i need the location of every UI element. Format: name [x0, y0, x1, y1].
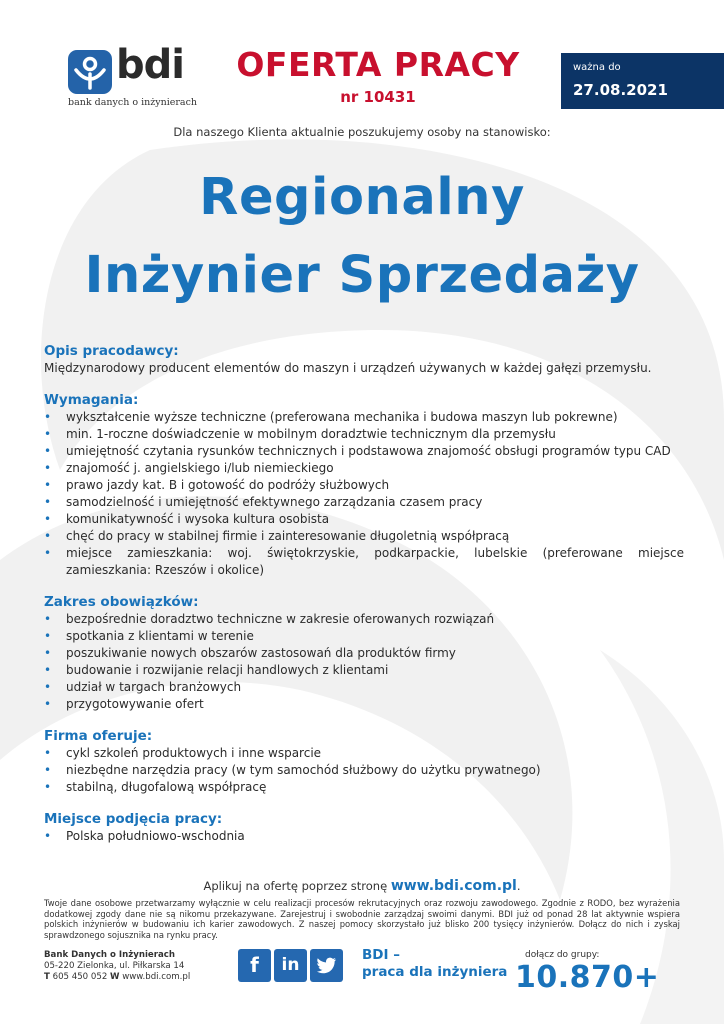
job-title-line1: Regionalny — [199, 168, 525, 227]
list-item: • Polska południowo-wschodnia — [44, 829, 245, 843]
validity-label: ważna do — [573, 62, 621, 73]
bdi-slogan — [362, 947, 507, 981]
bullet-icon: • — [44, 780, 52, 794]
privacy-notice: Twoje dane osobowe przetwarzamy wyłącznie w celu realizacji procesów rekrutacyjnych oraz rozwoju zawodowego. Zgodnie z RODO, bez wyrażenia dodatkowej zgody dane nie są nikomu przekazywane. Zarejestruj i swobodnie zarządzaj swoimi danymi. BDI już od ponad 28 lat aktywnie wspiera polskich inżynierów w budowaniu ich karier zawodowych. Z naszej pomocy skorzystało już blisko 200 tysięcy inżynierów. Dołącz do nich i zyskaj sprawdzonego sojusznika na rynku pracy. — [44, 898, 680, 940]
list-item: • min. 1-roczne doświadczenie w mobilnym doradztwie technicznym dla przemysłu — [44, 427, 556, 441]
list-item: • niezbędne narzędzia pracy (w tym samochód służbowy do użytku prywatnego) — [44, 763, 541, 777]
bdi-person-icon — [68, 50, 112, 94]
job-title-line2: Inżynier Sprzedaży — [84, 246, 640, 305]
duties-heading: Zakres obowiązków: — [44, 594, 199, 610]
bullet-icon: • — [44, 444, 52, 458]
bullet-icon: • — [44, 410, 52, 424]
bullet-icon: • — [44, 629, 52, 643]
slogan-line1: BDI – — [362, 947, 400, 963]
list-item: • samodzielność i umiejętność efektywnego zarządzania czasem pracy — [44, 495, 483, 509]
apply-dot: . — [516, 879, 521, 893]
facebook-icon[interactable]: f — [238, 949, 271, 982]
company-contact — [44, 972, 244, 983]
linkedin-icon[interactable]: in — [274, 949, 307, 982]
bullet-icon: • — [44, 546, 52, 560]
bullet-icon: • — [44, 427, 52, 441]
offer-title: OFERTA PRACY — [236, 45, 520, 84]
location-section — [44, 811, 684, 845]
bullet-icon: • — [44, 612, 52, 626]
bullet-icon: • — [44, 746, 52, 760]
benefits-section — [44, 728, 684, 796]
bullet-icon: • — [44, 495, 52, 509]
group-member-count: 10.870+ — [515, 960, 660, 995]
location-list — [44, 828, 684, 845]
logo-subtitle: bank danych o inżynierach — [68, 97, 198, 108]
bullet-icon: • — [44, 763, 52, 777]
employer-description: Międzynarodowy producent elementów do maszyn i urządzeń używanych w każdej gałęzi przemysłu. — [44, 361, 652, 375]
bullet-icon: • — [44, 461, 52, 475]
offer-content — [44, 343, 684, 860]
company-info — [44, 950, 244, 983]
list-item: • wykształcenie wyższe techniczne (preferowana mechanika i budowa maszyn lub pokrewne) — [44, 410, 618, 424]
company-website[interactable]: www.bdi.com.pl — [122, 972, 191, 982]
list-item: • umiejętność czytania rysunków technicznych i podstawowa znajomość obsługi programów typu CAD — [44, 444, 671, 458]
employer-heading: Opis pracodawcy: — [44, 343, 179, 359]
list-item: • chęć do pracy w stabilnej firmie i zainteresowanie długoletnią współpracą — [44, 529, 510, 543]
bullet-icon: • — [44, 829, 52, 843]
offer-number: nr 10431 — [340, 88, 416, 106]
list-item: • miejsce zamieszkania: woj. świętokrzyskie, podkarpackie, lubelskie (preferowane miejsce zamieszkania: Rzeszów i okolice) — [44, 546, 684, 577]
bullet-icon: • — [44, 697, 52, 711]
bullet-icon: • — [44, 663, 52, 677]
list-item: • poszukiwanie nowych obszarów zastosowań dla produktów firmy — [44, 646, 456, 660]
duties-section — [44, 594, 684, 713]
bdi-logo[interactable] — [68, 42, 198, 112]
bullet-icon: • — [44, 478, 52, 492]
bdi-logo-mark — [68, 50, 112, 94]
apply-line — [0, 878, 724, 894]
validity-date: 27.08.2021 — [573, 81, 668, 99]
slogan-line2: praca dla inżyniera — [362, 964, 508, 980]
bullet-icon: • — [44, 529, 52, 543]
list-item: • stabilną, długofalową współpracę — [44, 780, 267, 794]
requirements-list — [44, 409, 684, 579]
phone-number[interactable]: 605 450 052 — [52, 972, 108, 982]
list-item: • budowanie i rozwijanie relacji handlowych z klientami — [44, 663, 389, 677]
list-item: • znajomość j. angielskiego i/lub niemieckiego — [44, 461, 334, 475]
phone-label: T — [44, 972, 50, 982]
validity-box — [561, 53, 724, 109]
logo-wordmark: bdi — [116, 42, 184, 88]
benefits-list — [44, 745, 684, 796]
requirements-section — [44, 392, 684, 579]
list-item: • cykl szkoleń produktowych i inne wsparcie — [44, 746, 322, 760]
list-item: • prawo jazdy kat. B i gotowość do podróży służbowych — [44, 478, 390, 492]
list-item: • spotkania z klientami w terenie — [44, 629, 254, 643]
benefits-heading: Firma oferuje: — [44, 728, 153, 744]
bullet-icon: • — [44, 646, 52, 660]
bullet-icon: • — [44, 680, 52, 694]
requirements-heading: Wymagania: — [44, 392, 139, 408]
list-item: • bezpośrednie doradztwo techniczne w zakresie oferowanych rozwiązań — [44, 612, 495, 626]
bullet-icon: • — [44, 512, 52, 526]
apply-text: Aplikuj na ofertę poprzez stronę — [203, 879, 388, 893]
list-item: • komunikatywność i wysoka kultura osobista — [44, 512, 330, 526]
twitter-bird-glyph — [310, 949, 343, 982]
join-group-label: dołącz do grupy: — [525, 950, 600, 960]
employer-section — [44, 343, 684, 377]
duties-list — [44, 611, 684, 713]
company-name: Bank Danych o Inżynierach — [44, 950, 175, 960]
list-item: • przygotowywanie ofert — [44, 697, 204, 711]
list-item: • udział w targach branżowych — [44, 680, 242, 694]
company-address: 05-220 Zielonka, ul. Piłkarska 14 — [44, 961, 185, 971]
web-label: W — [110, 972, 120, 982]
apply-link[interactable]: www.bdi.com.pl — [390, 878, 517, 894]
social-links — [238, 949, 343, 983]
twitter-icon[interactable] — [310, 949, 343, 982]
intro-text: Dla naszego Klienta aktualnie poszukujemy osoby na stanowisko: — [173, 125, 551, 139]
location-heading: Miejsce podjęcia pracy: — [44, 811, 223, 827]
